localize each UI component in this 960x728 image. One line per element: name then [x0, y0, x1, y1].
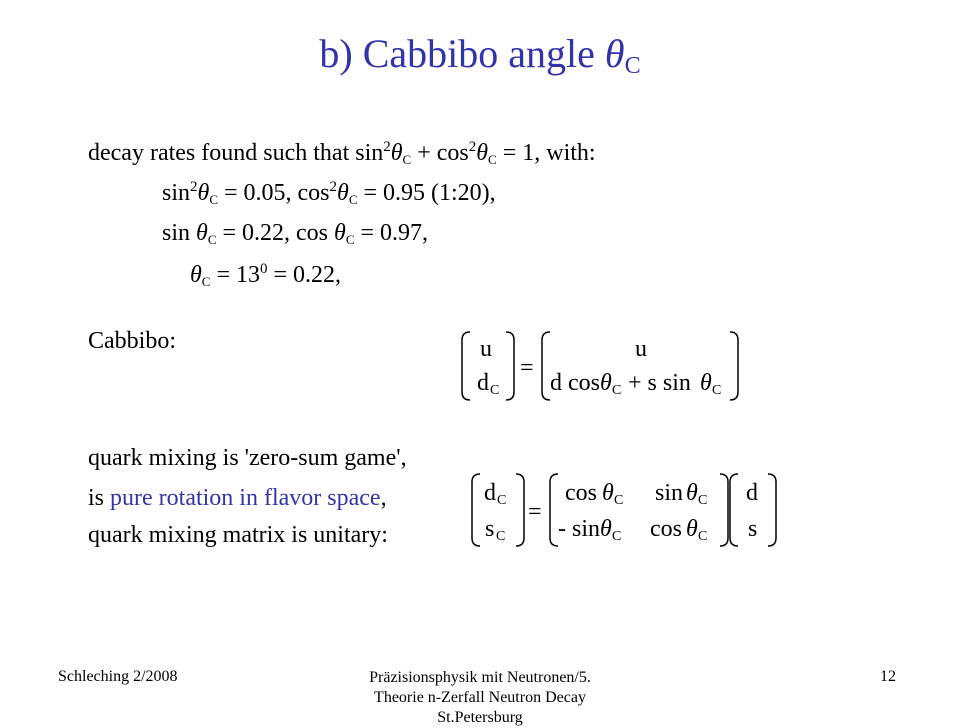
footer-line: Theorie n-Zerfall Neutron Decay [374, 689, 586, 706]
pure-rotation-line [88, 485, 387, 512]
subscript: C [201, 274, 211, 289]
theta-symbol: θ [190, 262, 202, 288]
slide-title [0, 30, 960, 80]
footer-line: St.Petersburg [437, 709, 523, 726]
left-paren [550, 474, 558, 546]
text-span: = 0.05, cos [217, 180, 330, 206]
title-theta-symbol: θ [604, 31, 625, 76]
subscript: C [488, 152, 497, 167]
sin2-cos2-line [162, 180, 496, 207]
superscript: 0 [260, 261, 268, 277]
rhs-s: s [748, 516, 758, 542]
cabbibo-equation [460, 330, 750, 402]
title-prefix: b) Cabbibo angle [319, 31, 605, 76]
subscript: C [209, 192, 218, 207]
subscript: C [348, 192, 358, 207]
superscript: 2 [329, 179, 338, 195]
sin-cos-line [162, 220, 428, 247]
rhs-d-cos: d cos [550, 370, 600, 396]
footer-left: Schleching 2/2008 [58, 668, 178, 685]
m11-cos: cos [565, 480, 597, 506]
theta-symbol: θ [600, 516, 612, 542]
subscript: C [496, 529, 506, 544]
left-paren [542, 332, 550, 400]
theta-symbol: θ [700, 370, 712, 396]
subscript: C [612, 383, 622, 398]
text-span: = 13 [210, 262, 261, 288]
theta-symbol: θ [197, 180, 210, 206]
text-span: = 0.22, cos [216, 220, 335, 246]
right-paren [506, 332, 514, 400]
lhs-u: u [480, 336, 492, 362]
text-span: = 0.95 (1:20), [357, 180, 496, 206]
lhs-s: s [485, 516, 495, 542]
footer-line: Präzisionsphysik mit Neutronen/5. [369, 669, 591, 686]
page-number: 12 [880, 668, 896, 685]
theta-symbol: θ [334, 220, 346, 246]
subscript: C [612, 529, 622, 544]
text-span: sin [162, 180, 191, 206]
cabbibo-label: Cabbibo: [88, 328, 176, 354]
theta-symbol: θ [686, 480, 698, 506]
m12-sin: sin [655, 480, 684, 506]
theta-value-line [190, 262, 341, 289]
unitary-matrix-equation [470, 472, 780, 548]
lhs-d-subscript: C [490, 383, 500, 398]
subscript: C [497, 493, 507, 508]
superscript: 2 [383, 139, 391, 155]
right-paren [516, 474, 524, 546]
title-subscript: C [624, 53, 641, 79]
superscript: 2 [468, 139, 477, 155]
theta-symbol: θ [602, 480, 614, 506]
lhs-d: d [484, 480, 496, 506]
theta-symbol: θ [686, 516, 698, 542]
text-span: sin [162, 220, 197, 246]
equals-sign: = [520, 355, 534, 381]
text-span: = 0.97, [354, 220, 429, 246]
theta-symbol: θ [337, 180, 349, 206]
subscript: C [712, 383, 722, 398]
theta-symbol: θ [600, 370, 612, 396]
text-span: + cos [411, 140, 469, 166]
footer-center [260, 668, 700, 728]
rhs-u: u [635, 336, 647, 362]
subscript: C [402, 152, 412, 167]
theta-symbol: θ [390, 140, 403, 166]
subscript: C [207, 232, 217, 247]
zero-sum-line: quark mixing is 'zero-sum game', [88, 445, 407, 471]
left-paren [462, 332, 470, 400]
left-paren [472, 474, 480, 546]
unitary-line: quark mixing matrix is unitary: [88, 522, 388, 548]
left-paren [730, 474, 738, 546]
subscript: C [614, 493, 624, 508]
m21-minus-sin: - sin [558, 516, 600, 542]
highlight-text: pure rotation in flavor space [110, 485, 381, 511]
superscript: 2 [190, 179, 198, 195]
equals-sign: = [528, 499, 542, 525]
decay-rates-line [88, 140, 596, 167]
text-span: decay rates found such that sin [88, 140, 384, 166]
text-span: , [380, 485, 387, 511]
text-span: = 0.22, [267, 262, 342, 288]
right-paren [730, 332, 738, 400]
theta-symbol: θ [476, 140, 489, 166]
m22-cos: cos [650, 516, 682, 542]
theta-symbol: θ [196, 220, 208, 246]
lhs-d: d [477, 370, 489, 396]
text-span: is [88, 485, 111, 511]
subscript: C [698, 529, 708, 544]
subscript: C [698, 493, 708, 508]
rhs-s-sin: + s sin [622, 370, 691, 396]
subscript: C [345, 232, 355, 247]
rhs-d: d [746, 480, 758, 506]
right-paren [720, 474, 728, 546]
right-paren [768, 474, 776, 546]
text-span: = 1, with: [496, 140, 596, 166]
